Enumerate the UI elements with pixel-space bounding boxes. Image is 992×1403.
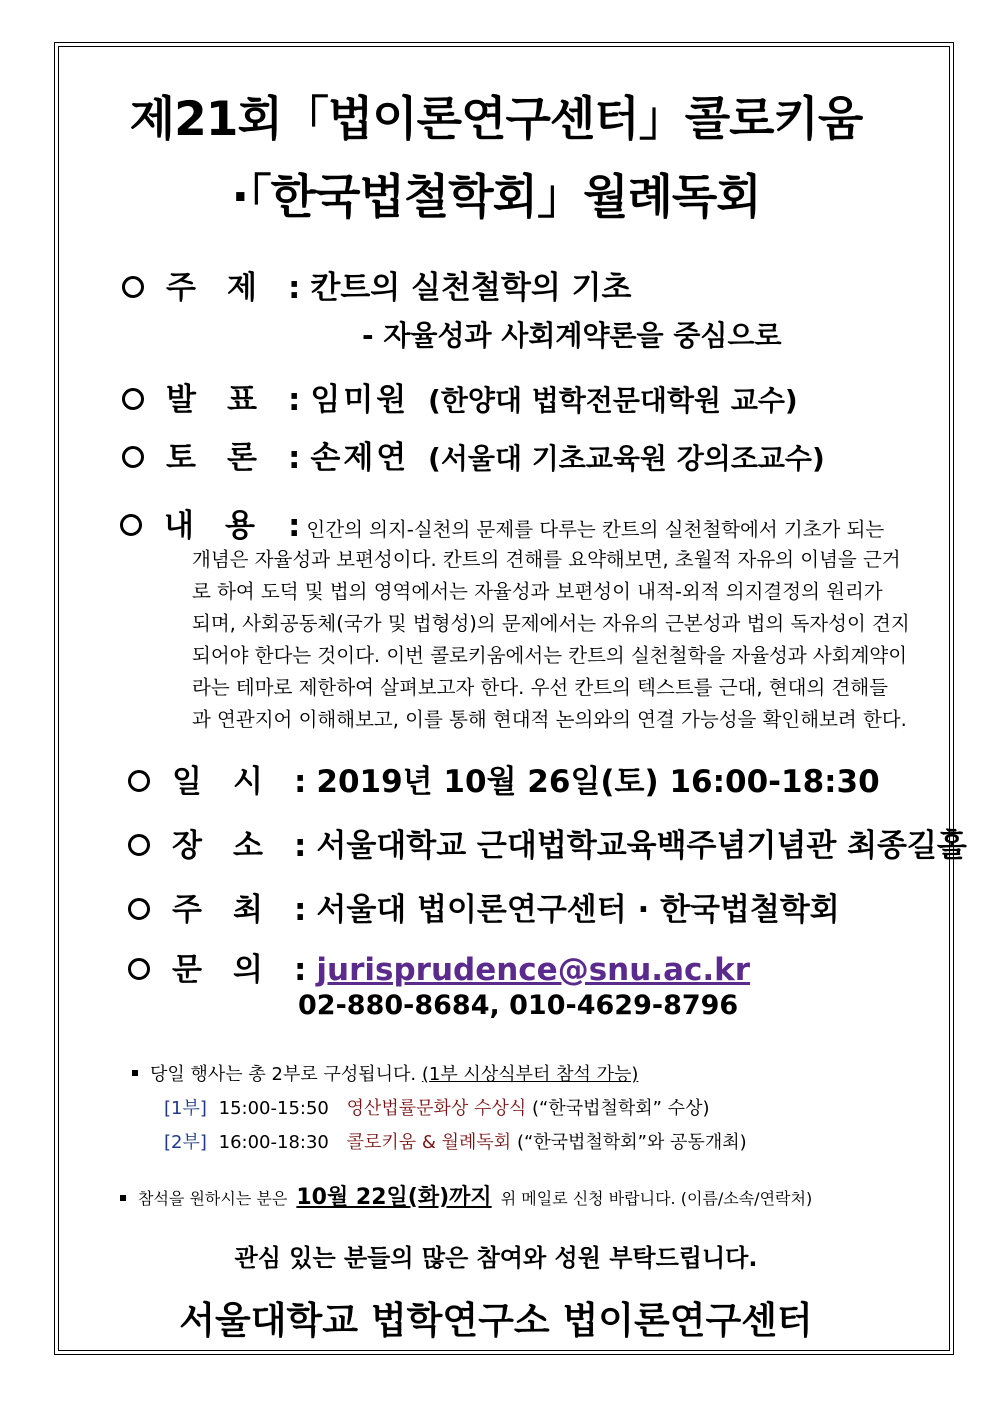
content-line-6: 라는 테마로 제한하여 살펴보고자 한다. 우선 칸트의 텍스트를 근대, 현대의 견해들: [192, 676, 889, 699]
datetime-colon: :: [294, 764, 307, 800]
content-body: [192, 544, 910, 736]
title-line-2: ·「한국법철학회」월례독회: [231, 170, 761, 225]
circle-bullet-icon: [122, 446, 144, 468]
presenter-row: [122, 374, 798, 419]
topic-row: [122, 262, 631, 307]
circle-bullet-icon: [122, 276, 144, 298]
presenter-affiliation: (한양대 법학전문대학원 교수): [428, 384, 798, 417]
part2-note: (“한국법철학회”와 공동개최): [516, 1132, 747, 1153]
inquiry-phones: 02-880-8684, 010-4629-8796: [298, 990, 739, 1021]
organizer-name: 서울대학교 법학연구소 법이론연구센터: [179, 1299, 813, 1342]
venue-value: 서울대학교 근대법학교육백주념기념관 최종길홀: [316, 828, 967, 864]
presenter-colon: :: [288, 382, 301, 418]
notice-intro-underlined: (1부 시상식부터 참석 가능): [421, 1064, 639, 1085]
inquiry-label: 문 의: [172, 952, 263, 988]
inquiry-row: [128, 944, 750, 989]
circle-bullet-icon: [122, 388, 144, 410]
host-row: [128, 884, 840, 929]
presenter-label: 발 표: [166, 382, 257, 418]
content-line-7: 과 연관지어 이해해보고, 이를 통해 현대적 논의와의 연결 가능성을 확인해보려 한다.: [192, 708, 907, 731]
datetime-label: 일 시: [172, 764, 263, 800]
content-line-5: 되어야 한다는 것이다. 이번 콜로키움에서는 칸트의 실천철학을 자율성과 사회계약이: [192, 644, 908, 667]
title-line-1: 제21회「법이론연구센터」콜로키움: [129, 92, 863, 147]
content-line-1: 인간의 의지-실천의 문제를 다루는 칸트의 실천철학에서 기초가 되는: [306, 518, 885, 541]
discussant-affiliation: (서울대 기초교육원 강의조교수): [428, 442, 825, 475]
circle-bullet-icon: [120, 514, 142, 536]
topic-subtitle: - 자율성과 사회계약론을 중심으로: [362, 319, 782, 352]
content-row: [120, 500, 884, 545]
square-bullet-icon: [120, 1195, 126, 1201]
part1-note: (“한국법철학회” 수상): [531, 1098, 710, 1119]
content-line-3: 로 하여 도덕 및 법의 영역에서는 자율성과 보편성이 내적-외적 의지결정의 원리가: [192, 580, 883, 603]
discussant-label: 토 론: [166, 440, 257, 476]
content-label: 내 용: [164, 508, 255, 544]
venue-row: [128, 820, 967, 865]
part2-tag: [2부]: [164, 1132, 207, 1153]
datetime-value: 2019년 10월 26일(토) 16:00-18:30: [316, 764, 880, 800]
content-colon: :: [288, 508, 301, 544]
part1-time: 15:00-15:50: [218, 1098, 329, 1119]
registration-row: [120, 1180, 812, 1211]
discussant-row: [122, 432, 825, 477]
registration-deadline: 10월 22일(화)까지: [296, 1185, 492, 1210]
email-link[interactable]: jurisprudence@snu.ac.kr: [316, 952, 751, 988]
part1-tag: [1부]: [164, 1098, 207, 1119]
notice-intro: 당일 행사는 총 2부로 구성됩니다.: [150, 1064, 417, 1085]
host-label: 주 최: [172, 892, 263, 928]
registration-suffix: 위 메일로 신청 바랍니다. (이름/소속/연락처): [500, 1189, 813, 1208]
part2-event: 콜로키움 & 월례독회: [346, 1132, 512, 1153]
venue-colon: :: [294, 828, 307, 864]
part2-time: 16:00-18:30: [218, 1132, 329, 1153]
discussant-colon: :: [288, 440, 301, 476]
closing-text: 관심 있는 분들의 많은 참여와 성원 부탁드립니다.: [234, 1244, 758, 1272]
registration-prefix: 참석을 원하시는 분은: [138, 1189, 288, 1208]
presenter-name: 임미원: [310, 382, 410, 418]
topic-label: 주 제: [166, 270, 257, 306]
venue-label: 장 소: [172, 828, 263, 864]
notice-intro-row: [132, 1060, 638, 1086]
topic-colon: :: [288, 270, 301, 306]
circle-bullet-icon: [128, 834, 150, 856]
discussant-name: 손제연: [310, 440, 410, 476]
part1-row: [164, 1094, 709, 1120]
host-value: 서울대 법이론연구센터 · 한국법철학회: [316, 892, 840, 928]
datetime-row: [128, 756, 880, 801]
circle-bullet-icon: [128, 958, 150, 980]
inquiry-colon: :: [294, 952, 307, 988]
circle-bullet-icon: [128, 770, 150, 792]
part2-row: [164, 1128, 747, 1154]
part1-event: 영산법률문화상 수상식: [346, 1098, 527, 1119]
content-line-4: 되며, 사회공동체(국가 및 법형성)의 문제에서는 자유의 근본성과 법의 독자성이 견지: [192, 612, 910, 635]
square-bullet-icon: [132, 1070, 138, 1076]
circle-bullet-icon: [128, 898, 150, 920]
content-line-2: 개념은 자율성과 보편성이다. 칸트의 견해를 요약해보면, 초월적 자유의 이념을 근거: [192, 548, 901, 571]
topic-value: 칸트의 실천철학의 기초: [310, 270, 632, 306]
host-colon: :: [294, 892, 307, 928]
